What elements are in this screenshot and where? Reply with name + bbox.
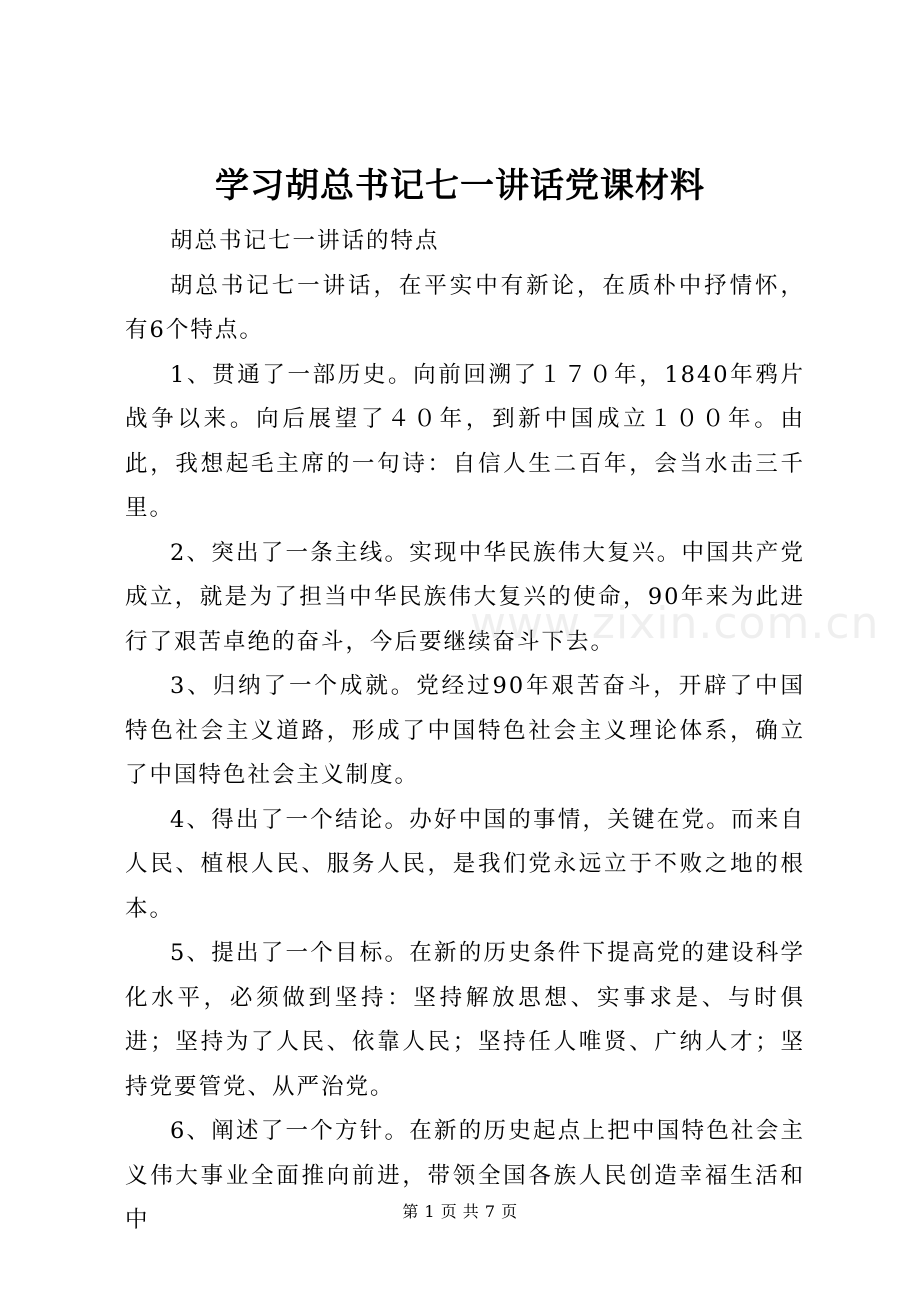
page-footer: 第 1 页 共 7 页	[402, 1202, 518, 1221]
paragraph-point-1: 1、贯通了一部历史。向前回溯了１７０年，1840年鸦片战争以来。向后展望了４０年，到新中国成立１００年。由此，我想起毛主席的一句诗：自信人生二百年，会当水击三千里。	[125, 361, 805, 521]
paragraph-point-3: 3、归纳了一个成就。党经过90年艰苦奋斗，开辟了中国特色社会主义道路，形成了中国特色社会主义理论体系，确立了中国特色社会主义制度。	[125, 673, 805, 788]
paragraph-subtitle: 胡总书记七一讲话的特点	[170, 228, 440, 254]
paragraph-point-4: 4、得出了一个结论。办好中国的事情，关键在党。而来自人民、植根人民、服务人民，是我们党永远立于不败之地的根本。	[125, 806, 805, 922]
paragraph-point-5: 5、提出了一个目标。在新的历史条件下提高党的建设科学化水平，必须做到坚持：坚持解放思想、实事求是、与时俱进；坚持为了人民、依靠人民；坚持任人唯贤、广纳人才；坚持党要管党、从严治党。	[125, 940, 805, 1100]
document-title: 学习胡总书记七一讲话党课材料	[215, 166, 705, 206]
watermark: www.zixin.com.cn	[470, 598, 880, 649]
paragraph-intro: 胡总书记七一讲话，在平实中有新论，在质朴中抒情怀，有6个特点。	[125, 272, 805, 343]
paragraph-point-6: 6、阐述了一个方针。在新的历史起点上把中国特色社会主义伟大事业全面推向前进，带领全国各族人民创造幸福生活和中	[125, 1118, 805, 1233]
paragraph-point-2: 2、突出了一条主线。实现中华民族伟大复兴。中国共产党成立，就是为了担当中华民族伟大复兴的使命，90年来为此进行了艰苦卓绝的奋斗，今后要继续奋斗下去。	[125, 539, 805, 655]
document-body	[125, 219, 805, 1243]
